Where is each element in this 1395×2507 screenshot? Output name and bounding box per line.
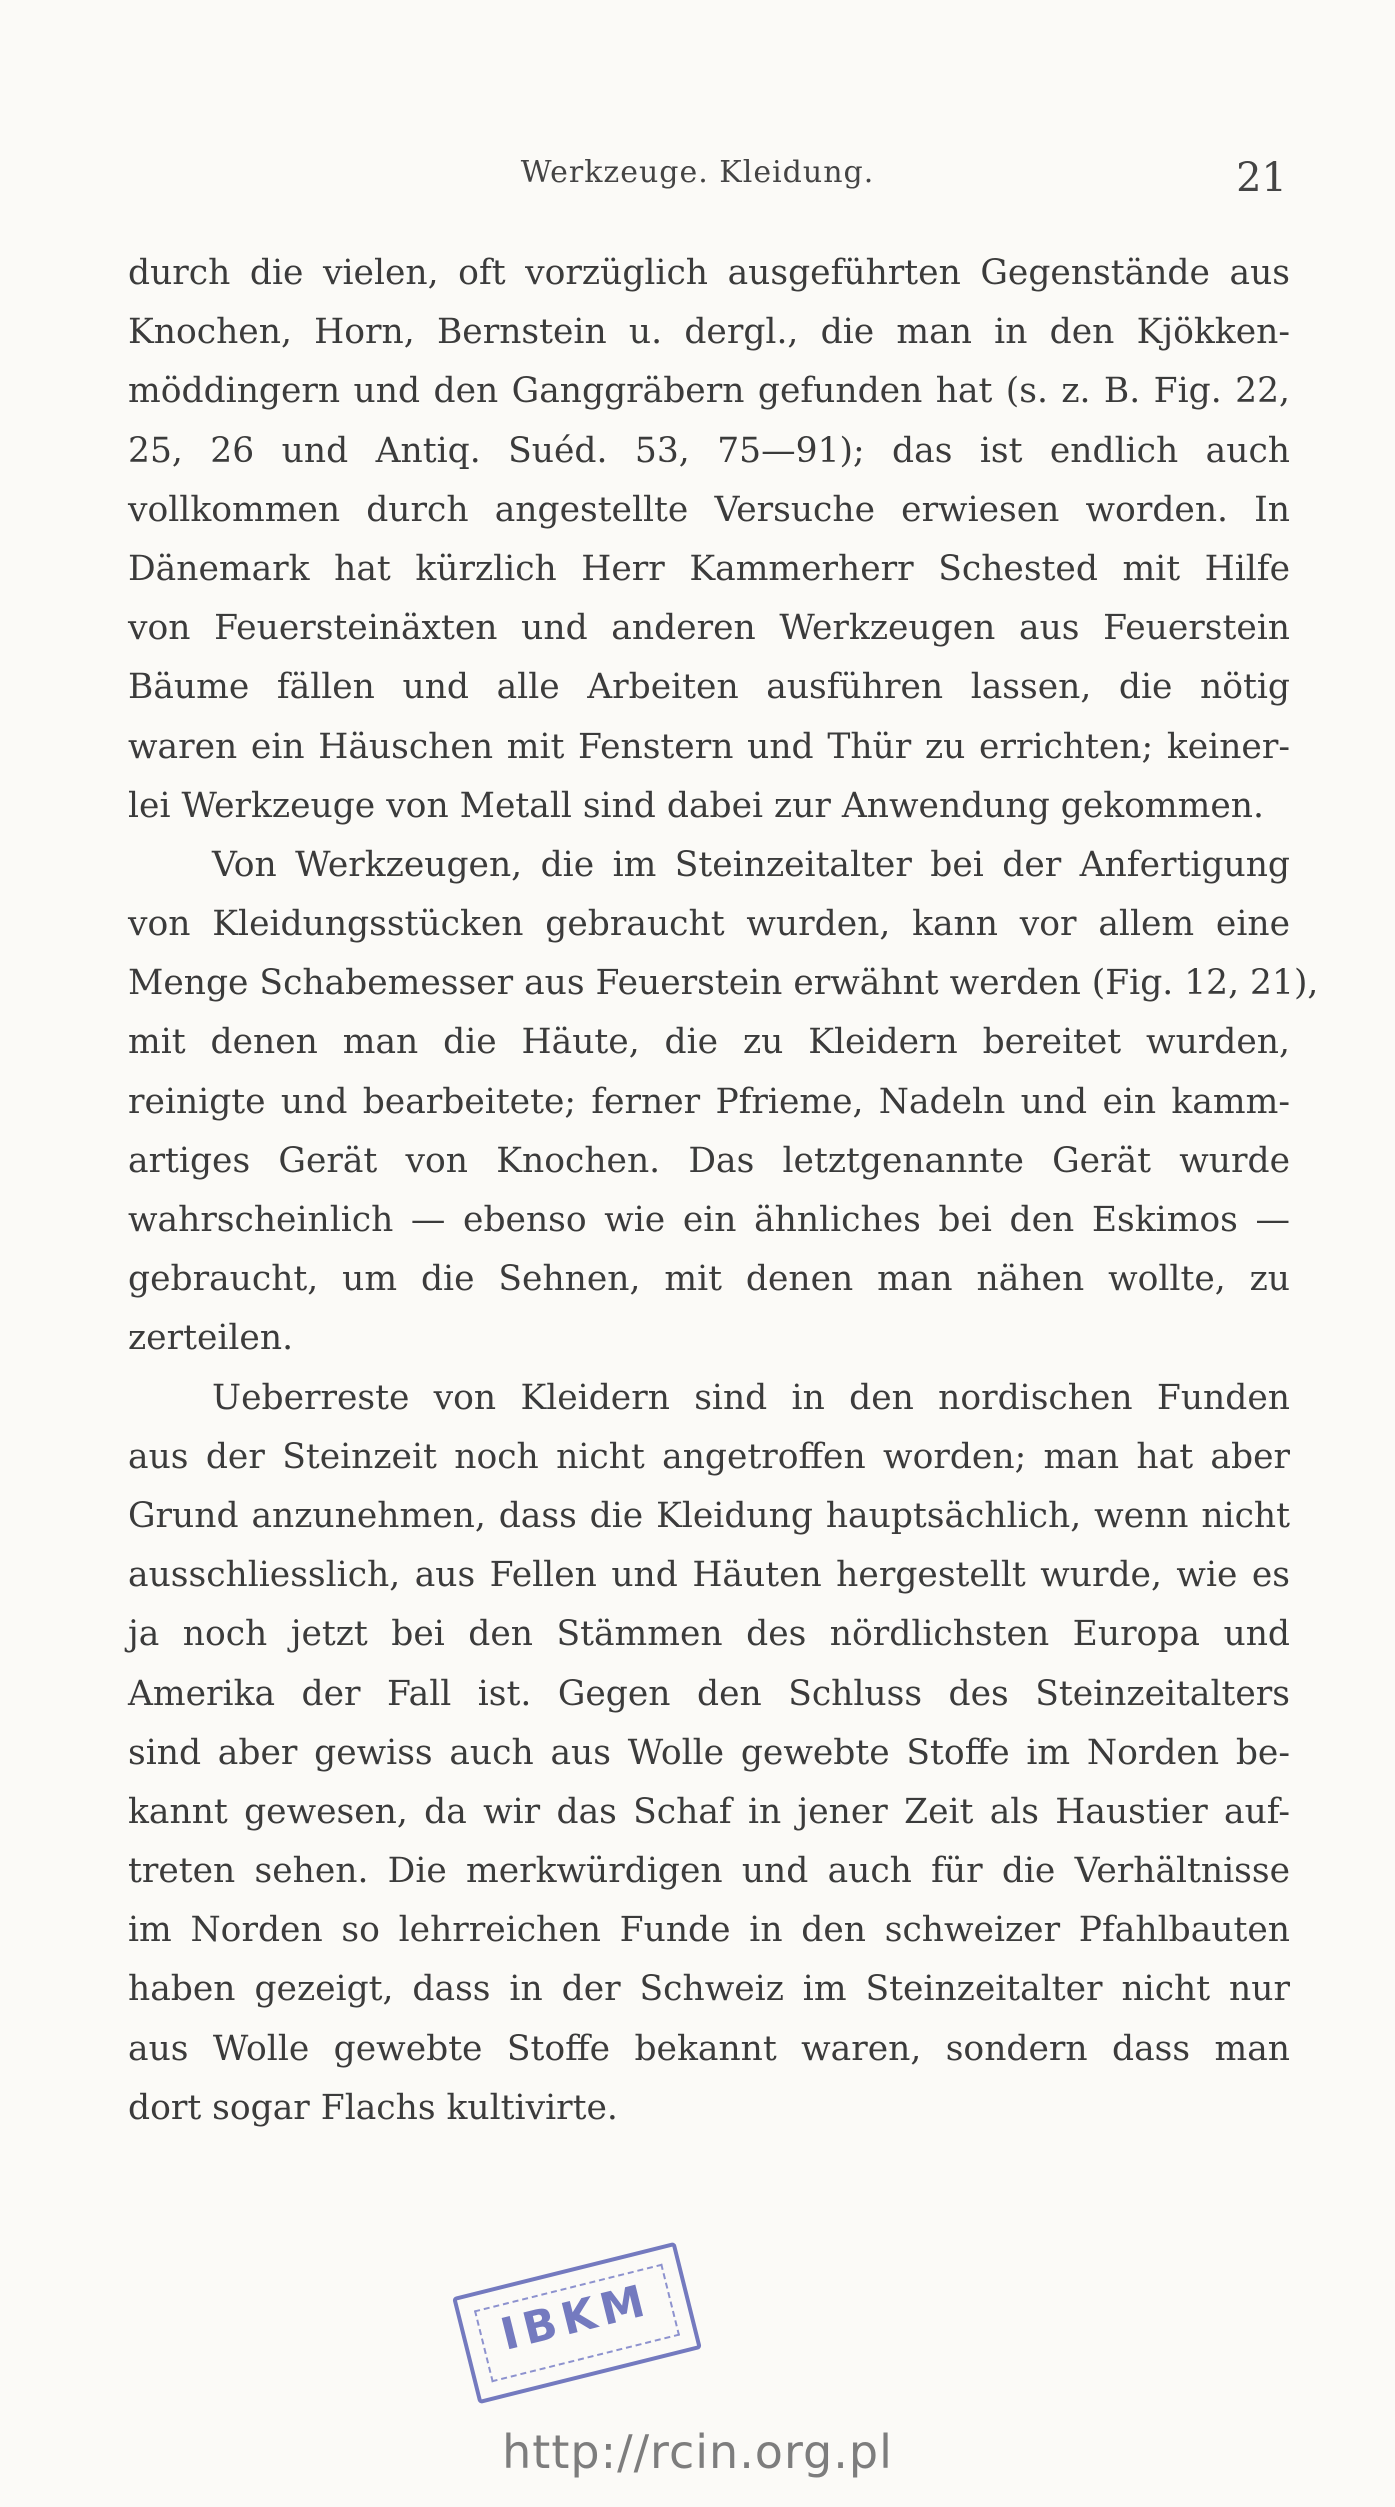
running-header: Werkzeuge. Kleidung.: [520, 155, 875, 190]
text-line: reinigte und bearbeitete; ferner Pfrieme, Nadeln und ein kamm-: [128, 1081, 1290, 1122]
text-line: treten sehen. Die merkwürdigen und auch für die Verhältnisse: [128, 1851, 1290, 1892]
text-line: aus Wolle gewebte Stoffe bekannt waren, sondern dass man: [128, 2028, 1290, 2069]
text-line: möddingern und den Ganggräbern gefunden hat (s. z. B. Fig. 22,: [128, 371, 1290, 412]
text-line: Knochen, Horn, Bernstein u. dergl., die man in den Kjökken-: [128, 312, 1290, 353]
text-line: Von Werkzeugen, die im Steinzeitalter bei der Anfertigung: [212, 844, 1290, 885]
source-watermark: http://rcin.org.pl: [502, 2425, 893, 2479]
text-line: Amerika der Fall ist. Gegen den Schluss des Steinzeitalters: [128, 1673, 1290, 1714]
text-line: Ueberreste von Kleidern sind in den nordischen Funden: [212, 1377, 1290, 1418]
text-line: 25, 26 und Antiq. Suéd. 53, 75—91); das ist endlich auch: [128, 430, 1290, 471]
text-line: von Kleidungsstücken gebraucht wurden, kann vor allem eine: [128, 904, 1290, 945]
text-line: dort sogar Flachs kultivirte.: [128, 2087, 618, 2128]
text-line: ausschliesslich, aus Fellen und Häuten hergestellt wurde, wie es: [128, 1555, 1290, 1596]
text-line: artiges Gerät von Knochen. Das letztgenannte Gerät wurde: [128, 1140, 1290, 1181]
text-line: mit denen man die Häute, die zu Kleidern bereitet wurden,: [128, 1022, 1290, 1063]
text-line: lei Werkzeuge von Metall sind dabei zur Anwendung gekommen.: [128, 785, 1264, 826]
text-line: haben gezeigt, dass in der Schweiz im Steinzeitalter nicht nur: [128, 1969, 1290, 2010]
text-line: vollkommen durch angestellte Versuche erwiesen worden. In: [128, 489, 1290, 530]
library-stamp: [452, 2242, 702, 2404]
paragraph: [128, 1369, 1290, 2138]
text-line: Grund anzunehmen, dass die Kleidung hauptsächlich, wenn nicht: [128, 1495, 1290, 1536]
text-line: durch die vielen, oft vorzüglich ausgeführten Gegenstände aus: [128, 253, 1290, 293]
paragraph: [128, 836, 1319, 1369]
text-line: wahrscheinlich — ebenso wie ein ähnliches bei den Eskimos —: [128, 1200, 1290, 1240]
text-line: kannt gewesen, da wir das Schaf in jener Zeit als Haustier auf-: [128, 1791, 1290, 1832]
text-line: Dänemark hat kürzlich Herr Kammerherr Schested mit Hilfe: [128, 548, 1290, 589]
text-line: aus der Steinzeit noch nicht angetroffen worden; man hat aber: [128, 1436, 1290, 1477]
text-line: ja noch jetzt bei den Stämmen des nördlichsten Europa und: [128, 1614, 1290, 1655]
text-line: gebraucht, um die Sehnen, mit denen man nähen wollte, zu: [128, 1259, 1290, 1300]
body-text: [128, 244, 1319, 2138]
page-number: 21: [1236, 155, 1287, 201]
text-line: Menge Schabemesser aus Feuerstein erwähnt werden (Fig. 12, 21),: [128, 963, 1319, 1004]
text-line: im Norden so lehrreichen Funde in den schweizer Pfahlbauten: [128, 1910, 1290, 1951]
stamp-text: IBKM: [495, 2274, 656, 2361]
text-line: sind aber gewiss auch aus Wolle gewebte Stoffe im Norden be-: [128, 1732, 1290, 1773]
text-line: von Feuersteinäxten und anderen Werkzeugen aus Feuerstein: [128, 608, 1290, 649]
text-line: Bäume fällen und alle Arbeiten ausführen lassen, die nötig: [128, 667, 1290, 708]
text-line: zerteilen.: [128, 1318, 294, 1359]
paragraph: [128, 244, 1290, 836]
text-line: waren ein Häuschen mit Fenstern und Thür zu errichten; keiner-: [128, 726, 1290, 767]
